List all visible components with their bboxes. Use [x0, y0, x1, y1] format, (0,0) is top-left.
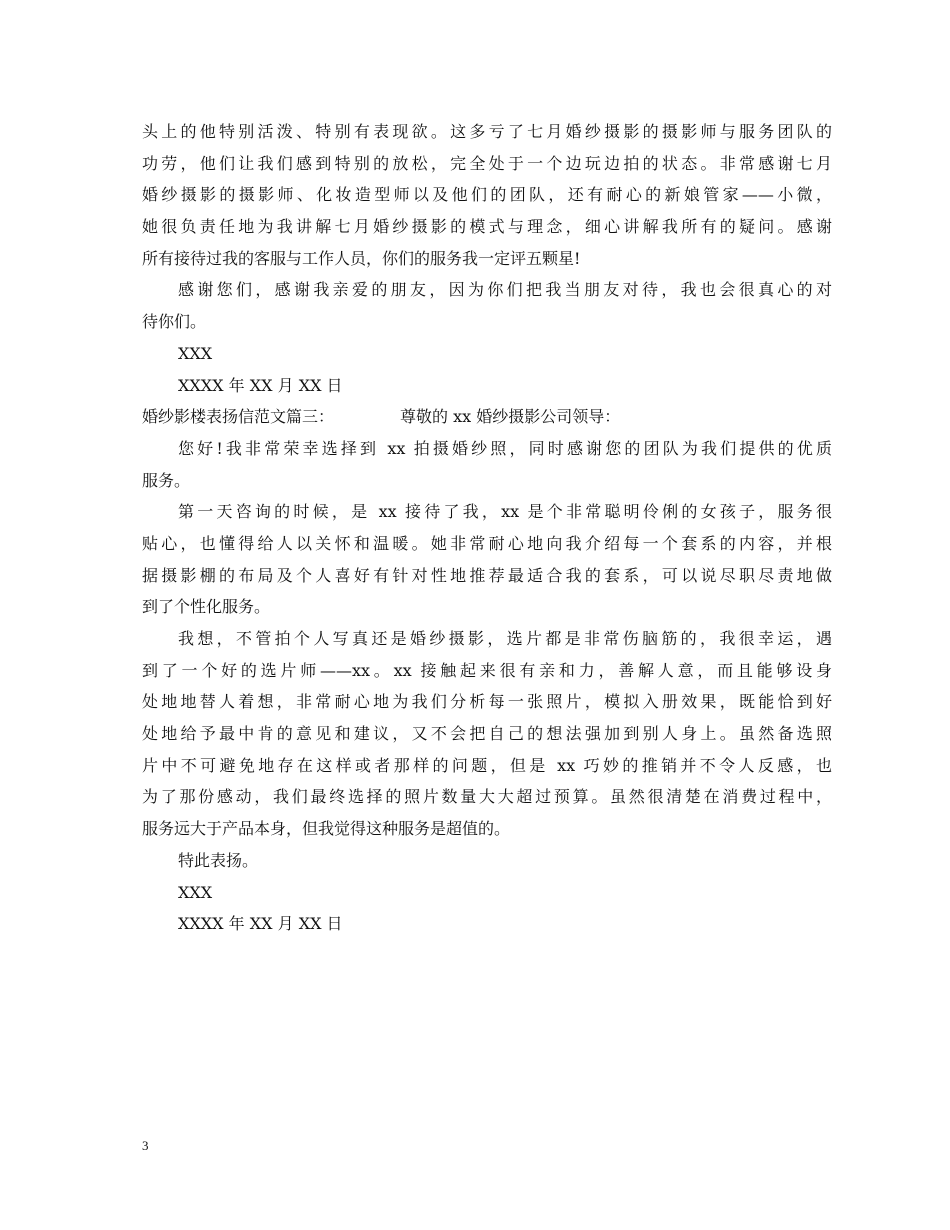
signature-name: XXX: [178, 882, 213, 902]
text-line: 到了一个好的选片师——xx。xx 接触起来很有亲和力，善解人意，而且能够设身: [142, 660, 832, 680]
text-line: 片中不可避免地存在这样或者那样的问题，但是 xx 巧妙的推销并不令人反感，也: [142, 755, 832, 775]
text-line: 功劳，他们让我们感到特别的放松，完全处于一个边玩边拍的状态。非常感谢七月: [142, 153, 832, 173]
text-line: 感谢您们，感谢我亲爱的朋友，因为你们把我当朋友对待，我也会很真心的对: [178, 280, 832, 300]
text-line: 她很负责任地为我讲解七月婚纱摄影的模式与理念，细心讲解我所有的疑问。感谢: [142, 217, 832, 237]
signature-date: XXXX 年 XX 月 XX 日: [178, 914, 343, 934]
text-line: 据摄影棚的布局及个人喜好有针对性地推荐最适合我的套系，可以说尽职尽责地做: [142, 565, 832, 585]
text-line: 为了那份感动，我们最终选择的照片数量大大超过预算。虽然很清楚在消费过程中，: [142, 787, 832, 807]
text-line: 婚纱摄影的摄影师、化妆造型师以及他们的团队，还有耐心的新娘管家——小微，: [142, 185, 832, 205]
text-line: 头上的他特别活泼、特别有表现欲。这多亏了七月婚纱摄影的摄影师与服务团队的: [142, 122, 832, 141]
text-line: 待你们。: [142, 312, 207, 332]
text-line: 特此表扬。: [178, 850, 259, 870]
text-line: 第一天咨询的时候，是 xx 接待了我，xx 是个非常聪明伶俐的女孩子，服务很: [178, 502, 832, 522]
text-line: 服务远大于产品本身，但我觉得这种服务是超值的。: [142, 819, 511, 839]
section-title: 婚纱影楼表扬信范文篇三：: [142, 407, 335, 427]
signature-date: XXXX 年 XX 月 XX 日: [178, 375, 343, 395]
section-heading: [142, 401, 832, 433]
text-line: 贴心，也懂得给人以关怀和温暖。她非常耐心地向我介绍每一个套系的内容，并根: [142, 533, 832, 553]
signature-name: XXX: [178, 343, 213, 363]
text-line: 处地给予最中肯的意见和建议，又不会把自己的想法强加到别人身上。虽然备选照: [142, 724, 832, 744]
text-line: 服务。: [142, 470, 191, 490]
text-line: 到了个性化服务。: [142, 597, 271, 617]
text-line: 所有接待过我的客服与工作人员，你们的服务我一定评五颗星!: [142, 248, 581, 268]
text-line: 处地地替人着想，非常耐心地为我们分析每一张照片，模拟入册效果，既能恰到好: [142, 692, 832, 712]
text-line: 您好!我非常荣幸选择到 xx 拍摄婚纱照，同时感谢您的团队为我们提供的优质: [178, 438, 832, 458]
document-body: [142, 116, 832, 940]
text-line: 我想，不管拍个人写真还是婚纱摄影，选片都是非常伤脑筋的，我很幸运，遇: [178, 629, 832, 648]
page-number: 3: [142, 1138, 149, 1153]
letter-salutation: 尊敬的 xx 婚纱摄影公司领导：: [400, 407, 621, 427]
